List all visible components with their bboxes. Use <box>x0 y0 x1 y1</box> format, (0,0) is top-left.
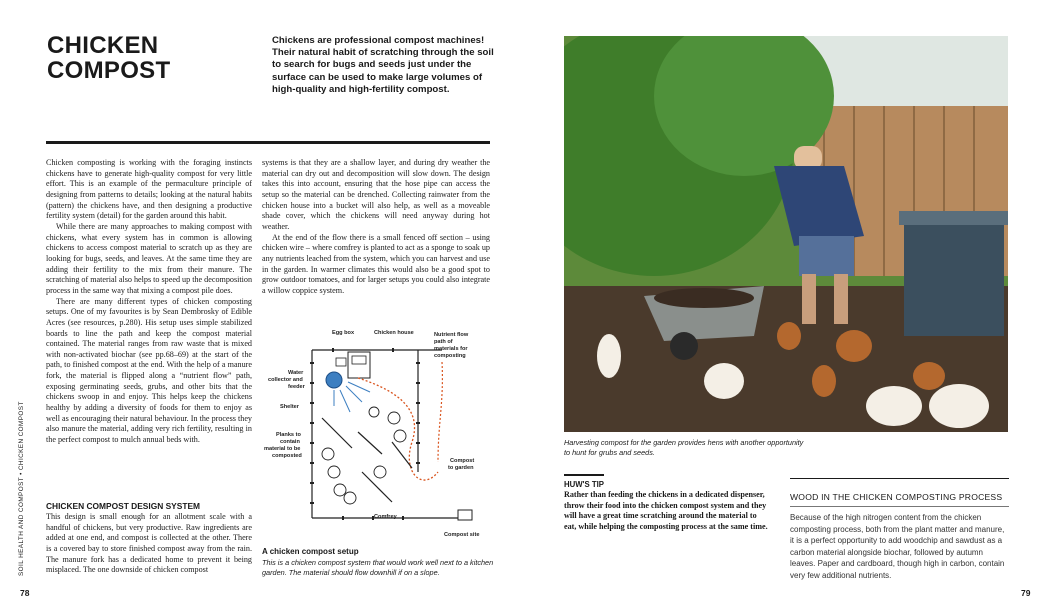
flow-to-garden-path <box>438 362 442 462</box>
sidebar-box-body: Because of the high nitrogen content from the chicken composting process, both from the plant matter and manure, it is a perfect opportunity to add woodchip and sawdust as a carbon material alongside biochar, followed by autumn leaves. Paper and cardboard, though high in carbon, contain very few additional nutrients. <box>790 513 1005 580</box>
title-rule <box>46 141 490 144</box>
diagram-caption-title: A chicken compost setup <box>262 547 359 556</box>
label-nutrient-flow: Nutrient flow <box>434 332 469 338</box>
intro-text: Chickens are professional compost machines! Their natural habit of scratching through the soil to search for bugs and seeds just under the surface can be used to make large volumes of high-quality and high-fertility compost. <box>272 35 494 95</box>
sidebar-box-heading: WOOD IN THE CHICKEN COMPOSTING PROCESS <box>790 492 1003 502</box>
chicken-house-icon <box>336 352 370 378</box>
label-water: collector and <box>268 377 303 383</box>
section-subheading: CHICKEN COMPOST DESIGN SYSTEM <box>46 501 201 511</box>
body-column-1 <box>46 158 252 446</box>
tip-rule <box>564 474 604 476</box>
label-planks: Planks to <box>276 432 301 438</box>
tip-body: Rather than feeding the chickens in a dedicated dispenser, throw their food into the chicken compost system and they will have a great time scratching around the material to eat, while helping the composting process at the same time. <box>564 490 768 531</box>
nutrient-flow-path <box>358 378 438 480</box>
label-compost-site: Compost site <box>444 532 480 538</box>
photo-caption: Harvesting compost for the garden provides hens with another opportunity to hunt for grubs and seeds. <box>564 438 804 457</box>
paragraph: There are many different types of chicken composting setups. One of my favourites is by Sean Dembrosky of Edible Acres (see resources, p.280). His setup uses simple stabilized boards to line the path and keep the compost material contained. The material ranges from raw waste that is mixed with non-activated biochar (see pp.68–69) at the start of the path, to finished compost at the end. With the help of a manure fork, the material is flipped along a “nutrient flow” path, exposing germinating seeds, grubs, and other bits that the chickens swoop in and enjoy. This helps keep the chickens healthy by adding a diversity of foods for them to enjoy as well as encouraging their natural behaviour. In the process they also manure the material, adding very rich fertility, resulting in the perfect compost to mulch annual beds with. <box>46 296 252 445</box>
diagram-caption: This is a chicken compost system that would work well next to a kitchen garden. The material should flow downhill if on a slope. <box>262 558 494 577</box>
page-number-left: 78 <box>20 588 30 598</box>
tip-heading: HUW'S TIP <box>564 480 604 489</box>
paragraph: This design is small enough for an allotment scale with a handful of chickens, but very productive. Raw ingredients are added at one end, and compost is collected at the other. There is a covered bay to store finished compost away from the rain. The manure fork has a dedicated home to prevent it being misplaced. The one downside of chicken compost <box>46 512 252 575</box>
label-nutrient-flow: materials for <box>434 346 468 352</box>
body-column-2 <box>262 158 490 297</box>
label-planks: contain <box>280 439 300 445</box>
label-compost-garden: Compost <box>450 458 475 464</box>
shrub-icons <box>322 407 406 504</box>
label-water: feeder <box>288 384 305 390</box>
title-line-1: CHICKEN <box>47 32 159 59</box>
box-top-rule <box>790 478 1009 479</box>
label-water: Water <box>288 370 304 376</box>
page-title <box>47 33 170 83</box>
label-egg-box: Egg box <box>332 330 355 336</box>
label-nutrient-flow: composting <box>434 353 466 359</box>
box-heading-rule <box>790 506 1009 507</box>
garden-photo <box>564 36 1008 432</box>
label-nutrient-flow: path of <box>434 339 453 345</box>
label-compost-garden: to garden <box>448 465 474 471</box>
label-planks: composted <box>272 453 302 459</box>
label-shelter: Shelter <box>280 404 299 410</box>
compost-site-bay <box>458 510 472 520</box>
title-line-2: COMPOST <box>47 57 171 84</box>
section-side-label: SOIL HEALTH AND COMPOST • CHICKEN COMPOST <box>18 401 25 576</box>
label-comfrey: Comfrey <box>374 514 397 520</box>
label-planks: material to be <box>264 446 301 452</box>
paragraph: While there are many approaches to making compost with chickens, what every system has in common is allowing chickens to access compost material to scratch up as they are looking for bugs, seeds, and leaves. At the same time they are adding their fertility to the mix from their manure. The scratching of material also helps to speed up the decomposition process in the same way that mixing a compost pile does. <box>46 221 253 295</box>
paragraph: Chicken composting is working with the foraging instincts chickens have to generate high-quality compost for very little effort. This is an example of the permaculture principle of designing from patterns to details; looking at the natural habits (pattern) the chickens have, and then designing a productive fertility system (detail) for the garden around this habit. <box>46 158 252 221</box>
paragraph: At the end of the flow there is a small fenced off section – using chicken wire – where comfrey is planted to act as a sponge to soak up any nutrients leached from the system, which you can harvest and use in the garden. In warmer climates this would also be a good spot to grow outdoor tomatoes, and for larger setups you could also integrate a willow coppice system. <box>262 232 490 295</box>
paragraph: systems is that they are a shallow layer, and during dry weather the material can dry out and decomposition will slow down. The design takes this into account, ensuring that the hose pipe can access the setup so the material can be drenched. Collecting rainwater from the chicken house into a bucket will also help, as well as a moveable shade cover, which the chickens will need anyway during hot weather. <box>262 158 490 231</box>
water-collector-icon <box>326 372 342 388</box>
label-chicken-house: Chicken house <box>374 330 414 336</box>
body-column-1-continued <box>46 512 252 576</box>
compost-setup-diagram <box>262 322 492 544</box>
page-number-right: 79 <box>1021 588 1031 598</box>
